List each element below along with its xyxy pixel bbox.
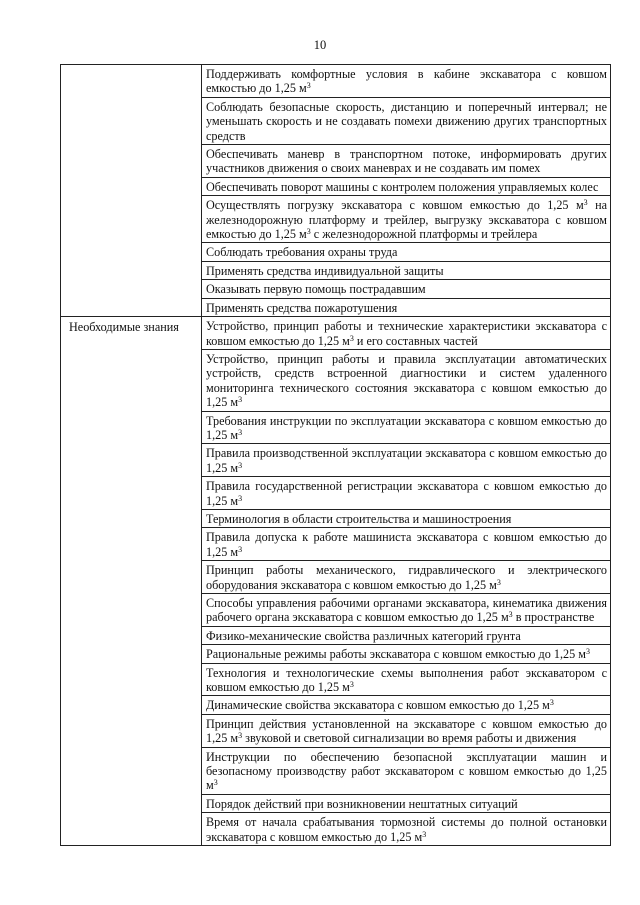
- knowledge-item: Правила государственной регистрации экскаватора с ковшом емкостью до 1,25 $м^3$: [202, 477, 611, 510]
- skill-item: Поддерживать комфортные условия в кабине экскаватора с ковшом емкостью до 1,25 $м^3$: [202, 65, 611, 98]
- knowledge-item: Физико-механические свойства различных категорий грунта: [202, 626, 611, 644]
- page-number: 10: [313, 38, 327, 52]
- skill-item: Обеспечивать маневр в транспортном потоке, информировать других участников движения о своих маневрах и не создавать им помех: [202, 145, 611, 178]
- knowledge-item: Правила допуска к работе машиниста экскаватора с ковшом емкостью до 1,25 $м^3$: [202, 528, 611, 561]
- skill-item: Соблюдать безопасные скорость, дистанцию и поперечный интервал; не уменьшать скорость и не создавать помехи движению других транспортных средств: [202, 97, 611, 144]
- knowledge-item: Терминология в области строительства и машиностроения: [202, 509, 611, 527]
- table-row: [61, 317, 611, 350]
- skills-label-cell: [61, 65, 202, 317]
- knowledge-label-cell: Необходимые знания: [61, 317, 202, 846]
- knowledge-item: Время от начала срабатывания тормозной системы до полной остановки экскаватора с ковшом емкостью до 1,25 $м^3$: [202, 813, 611, 846]
- knowledge-item: Устройство, принцип работы и технические характеристики экскаватора с ковшом емкостью до 1,25 $м^3$ и его составных частей: [202, 317, 611, 350]
- requirements-table-body: [61, 65, 611, 846]
- knowledge-item: Принцип действия установленной на экскаваторе с ковшом емкостью до 1,25 $м^3$ звуковой и световой сигнализации во время работы и движения: [202, 714, 611, 747]
- table-row: [61, 65, 611, 98]
- skill-item: Применять средства пожаротушения: [202, 298, 611, 316]
- knowledge-item: Устройство, принцип работы и правила эксплуатации автоматических устройств, средств встроенной диагностики и систем удаленного мониторинга технического состояния экскаватора с ковшом емкостью до 1,25 $м^3$: [202, 349, 611, 411]
- knowledge-item: Инструкции по обеспечению безопасной эксплуатации машин и безопасному производству работ экскаватором с ковшом емкостью до 1,25 $м^3$: [202, 747, 611, 794]
- skill-item: Применять средства индивидуальной защиты: [202, 261, 611, 279]
- skill-item: Осуществлять погрузку экскаватора с ковшом емкостью до 1,25 $м^3$ на железнодорожную платформу и трейлер, выгрузку экскаватора с ковшом емкостью до 1,25 $м^3$ с железнодорожной платформы и трейлера: [202, 196, 611, 243]
- knowledge-item: Технология и технологические схемы выполнения работ экскаватором с ковшом емкостью до 1,25 $м^3$: [202, 663, 611, 696]
- knowledge-item: Способы управления рабочими органами экскаватора, кинематика движения рабочего органа экскаватора с ковшом емкостью до 1,25 $м^3$ в пространстве: [202, 594, 611, 627]
- knowledge-item: Динамические свойства экскаватора с ковшом емкостью до 1,25 $м^3$: [202, 696, 611, 714]
- requirements-table: [60, 64, 611, 846]
- skill-item: Соблюдать требования охраны труда: [202, 243, 611, 261]
- knowledge-item: Требования инструкции по эксплуатации экскаватора с ковшом емкостью до 1,25 $м^3$: [202, 411, 611, 444]
- knowledge-item: Принцип работы механического, гидравлического и электрического оборудования экскаватора с ковшом емкостью до 1,25 $м^3$: [202, 561, 611, 594]
- knowledge-item: Правила производственной эксплуатации экскаватора с ковшом емкостью до 1,25 $м^3$: [202, 444, 611, 477]
- skill-item: Обеспечивать поворот машины с контролем положения управляемых колес: [202, 177, 611, 195]
- knowledge-item: Порядок действий при возникновении нештатных ситуаций: [202, 794, 611, 812]
- knowledge-item: Рациональные режимы работы экскаватора с ковшом емкостью до 1,25 $м^3$: [202, 645, 611, 663]
- skill-item: Оказывать первую помощь пострадавшим: [202, 280, 611, 298]
